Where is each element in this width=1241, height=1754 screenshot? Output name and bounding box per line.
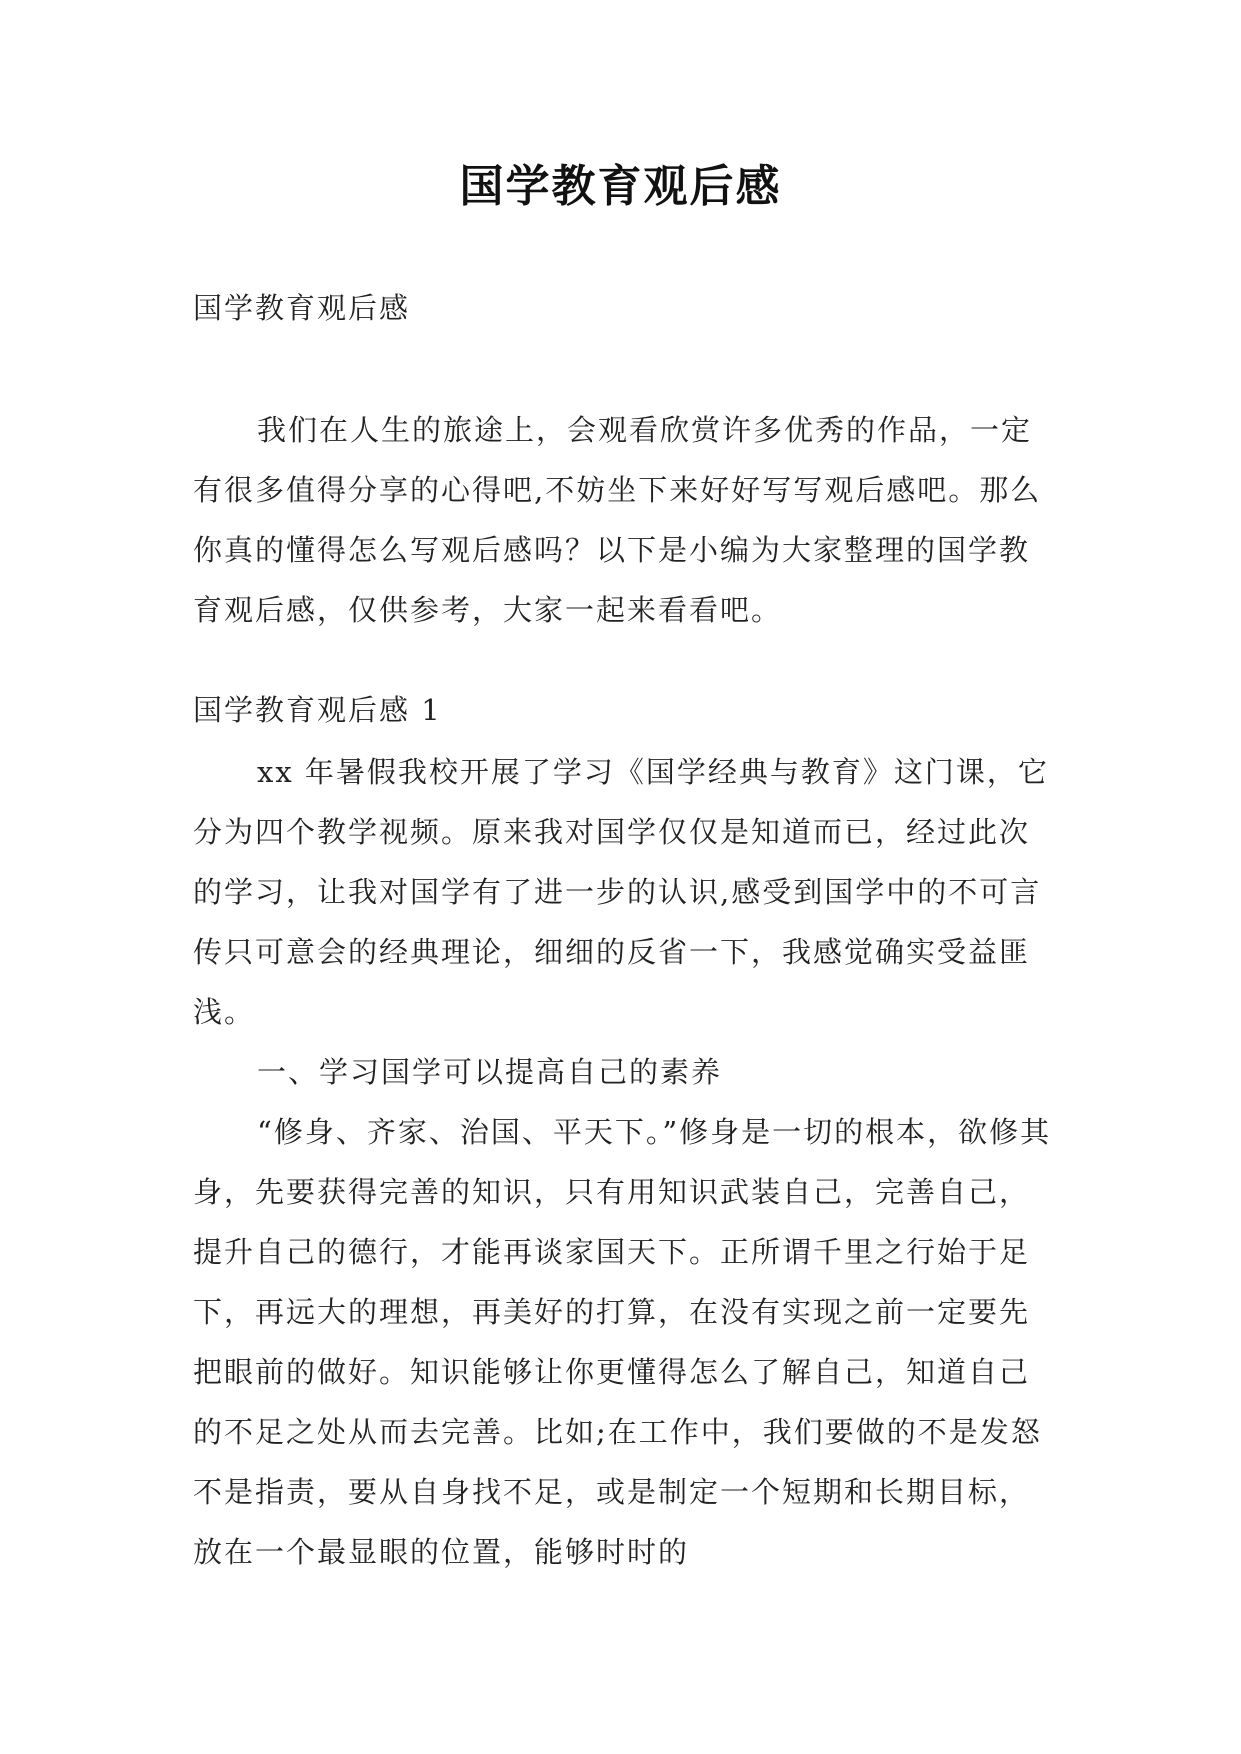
body-paragraph: xx 年暑假我校开展了学习《国学经典与教育》这门课，它分为四个教学视频。原来我对国学仅仅是知道而已，经过此次的学习，让我对国学有了进一步的认识,感受到国学中的不可言传只可意会的经典理论，细细的反省一下，我感觉确实受益匪浅。: [193, 755, 1049, 1029]
body-heading: 一、学习国学可以提高自己的素养: [257, 1055, 723, 1089]
intro-paragraph: 我们在人生的旅途上，会观看欣赏许多优秀的作品，一定有很多值得分享的心得吧,不妨坐下来好好写写观后感吧。那么你真的懂得怎么写观后感吗？以下是小编为大家整理的国学教育观后感，仅供参考，大家一起来看看吧。: [193, 413, 1042, 627]
document-title: 国学教育观后感: [459, 161, 782, 212]
section-body: [193, 742, 1053, 1582]
section-title: 国学教育观后感 1: [193, 693, 442, 727]
document-subtitle: 国学教育观后感: [193, 291, 411, 325]
body-paragraph: “修身、齐家、治国、平天下。”修身是一切的根本，欲修其身，先要获得完善的知识，只有用知识武装自己，完善自己，提升自己的德行，才能再谈家国天下。正所谓千里之行始于足下，再远大的理想，再美好的打算，在没有实现之前一定要先把眼前的做好。知识能够让你更懂得怎么了解自己，知道自己的不足之处从而去完善。比如;在工作中，我们要做的不是发怒不是指责，要从自身找不足，或是制定一个短期和长期目标，放在一个最显眼的位置，能够时时的: [193, 1115, 1052, 1569]
